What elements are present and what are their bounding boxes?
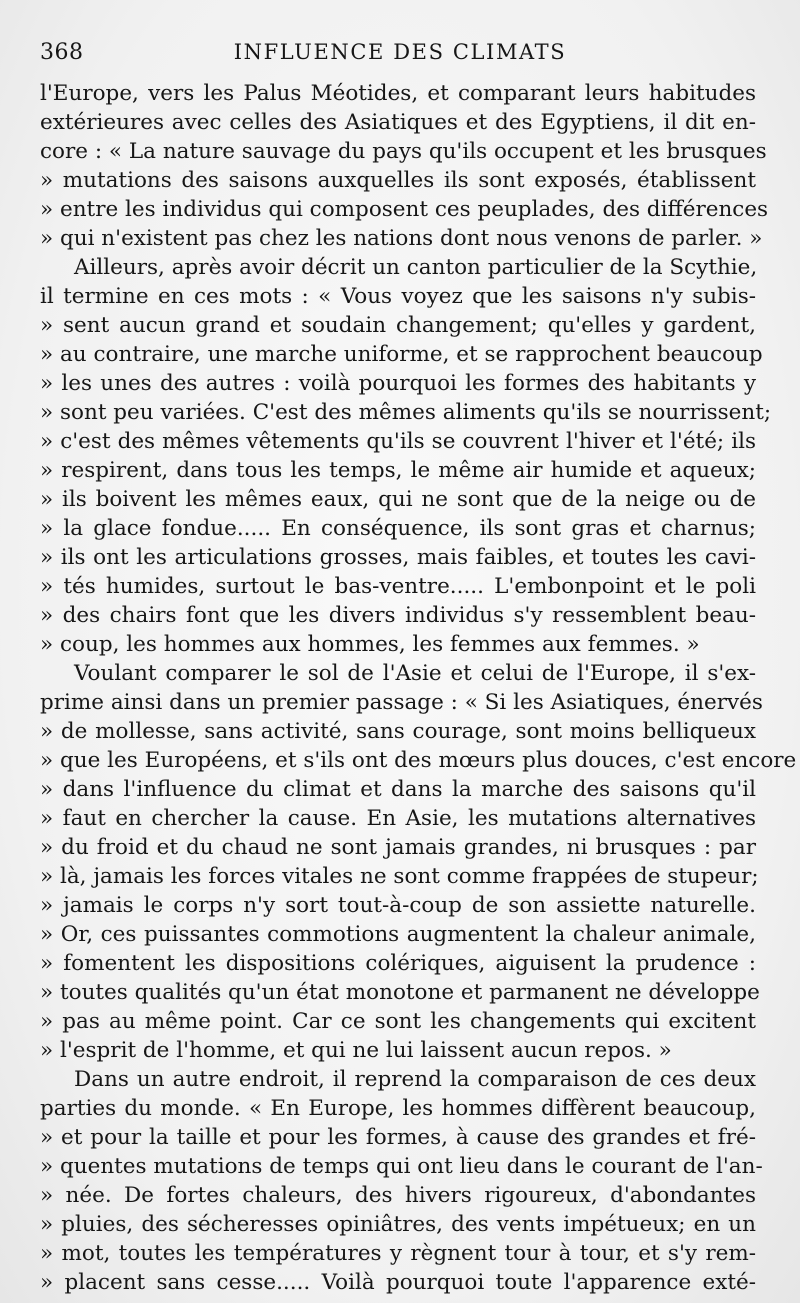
text-line: » les unes des autres : voilà pourquoi les formes des habitants y bbox=[40, 371, 756, 396]
text-line: parties du monde. « En Europe, les hommes diffèrent beaucoup, bbox=[40, 1096, 756, 1121]
text-line: » respirent, dans tous les temps, le même air humide et aqueux; bbox=[40, 458, 756, 483]
text-line: » tés humides, surtout le bas-ventre..... L'embonpoint et le poli bbox=[40, 574, 756, 599]
text-line: » jamais le corps n'y sort tout-à-coup de son assiette naturelle. bbox=[40, 893, 756, 918]
text-line: » faut en chercher la cause. En Asie, les mutations alternatives bbox=[40, 806, 756, 831]
page-number: 368 bbox=[40, 40, 84, 65]
text-line: » entre les individus qui composent ces peuplades, des différences bbox=[40, 197, 769, 222]
text-line: » sont peu variées. C'est des mêmes aliments qu'ils se nourrissent; bbox=[40, 400, 772, 425]
text-line: » née. De fortes chaleurs, des hivers rigoureux, d'abondantes bbox=[40, 1183, 756, 1208]
text-line: » mutations des saisons auxquelles ils sont exposés, établissent bbox=[40, 168, 756, 193]
text-line: » au contraire, une marche uniforme, et se rapprochent beaucoup bbox=[40, 342, 763, 367]
text-line: » la glace fondue..... En conséquence, ils sont gras et charnus; bbox=[40, 516, 756, 541]
text-line: » sent aucun grand et soudain changement; qu'elles y gardent, bbox=[40, 313, 756, 338]
text-line: » de mollesse, sans activité, sans courage, sont moins belliqueux bbox=[40, 719, 756, 744]
text-line: » du froid et du chaud ne sont jamais grandes, ni brusques : par bbox=[40, 835, 756, 860]
text-line: » toutes qualités qu'un état monotone et parmanent ne développe bbox=[40, 980, 760, 1005]
text-line: » ils ont les articulations grosses, mais faibles, et toutes les cavi- bbox=[40, 545, 756, 570]
text-line: » quentes mutations de temps qui ont lieu dans le courant de l'an- bbox=[40, 1154, 763, 1179]
running-title: INFLUENCE DES CLIMATS bbox=[233, 40, 567, 64]
text-line: » que les Européens, et s'ils ont des mœurs plus douces, c'est encore bbox=[40, 748, 797, 773]
page-header bbox=[40, 40, 760, 70]
text-line: l'Europe, vers les Palus Méotides, et comparant leurs habitudes bbox=[40, 81, 756, 106]
text-line: » ils boivent les mêmes eaux, qui ne sont que de la neige ou de bbox=[40, 487, 756, 512]
text-line: il termine en ces mots : « Vous voyez que les saisons n'y subis- bbox=[40, 284, 756, 309]
text-line: » dans l'influence du climat et dans la marche des saisons qu'il bbox=[40, 777, 756, 802]
text-line: » mot, toutes les températures y règnent tour à tour, et s'y rem- bbox=[40, 1241, 756, 1266]
text-line: » et pour la taille et pour les formes, à cause des grandes et fré- bbox=[40, 1125, 756, 1150]
text-line: » qui n'existent pas chez les nations dont nous venons de parler. » bbox=[40, 226, 763, 251]
text-line: » coup, les hommes aux hommes, les femmes aux femmes. » bbox=[40, 632, 700, 657]
text-line: » là, jamais les forces vitales ne sont comme frappées de stupeur; bbox=[40, 864, 759, 889]
text-line: » fomentent les dispositions colériques, aiguisent la prudence : bbox=[40, 951, 756, 976]
text-line: » des chairs font que les divers individus s'y ressemblent beau- bbox=[40, 603, 756, 628]
paragraph-first-line: Ailleurs, après avoir décrit un canton particulier de la Scythie, bbox=[74, 255, 758, 280]
text-line: » pluies, des sécheresses opiniâtres, des vents impétueux; en un bbox=[40, 1212, 756, 1237]
text-line: » pas au même point. Car ce sont les changements qui excitent bbox=[40, 1009, 756, 1034]
text-line: extérieures avec celles des Asiatiques et des Egyptiens, il dit en- bbox=[40, 110, 756, 135]
paragraph-first-line: Voulant comparer le sol de l'Asie et celui de l'Europe, il s'ex- bbox=[74, 661, 756, 686]
paragraph-first-line: Dans un autre endroit, il reprend la comparaison de ces deux bbox=[74, 1067, 756, 1092]
text-line: » c'est des mêmes vêtements qu'ils se couvrent l'hiver et l'été; ils bbox=[40, 429, 756, 454]
text-line: » l'esprit de l'homme, et qui ne lui laissent aucun repos. » bbox=[40, 1038, 672, 1063]
text-line: » Or, ces puissantes commotions augmentent la chaleur animale, bbox=[40, 922, 756, 947]
text-line: core : « La nature sauvage du pays qu'ils occupent et les brusques bbox=[40, 139, 767, 164]
text-line: » placent sans cesse..... Voilà pourquoi toute l'apparence exté- bbox=[40, 1270, 756, 1295]
text-line: prime ainsi dans un premier passage : « Si les Asiatiques, énervés bbox=[40, 690, 763, 715]
